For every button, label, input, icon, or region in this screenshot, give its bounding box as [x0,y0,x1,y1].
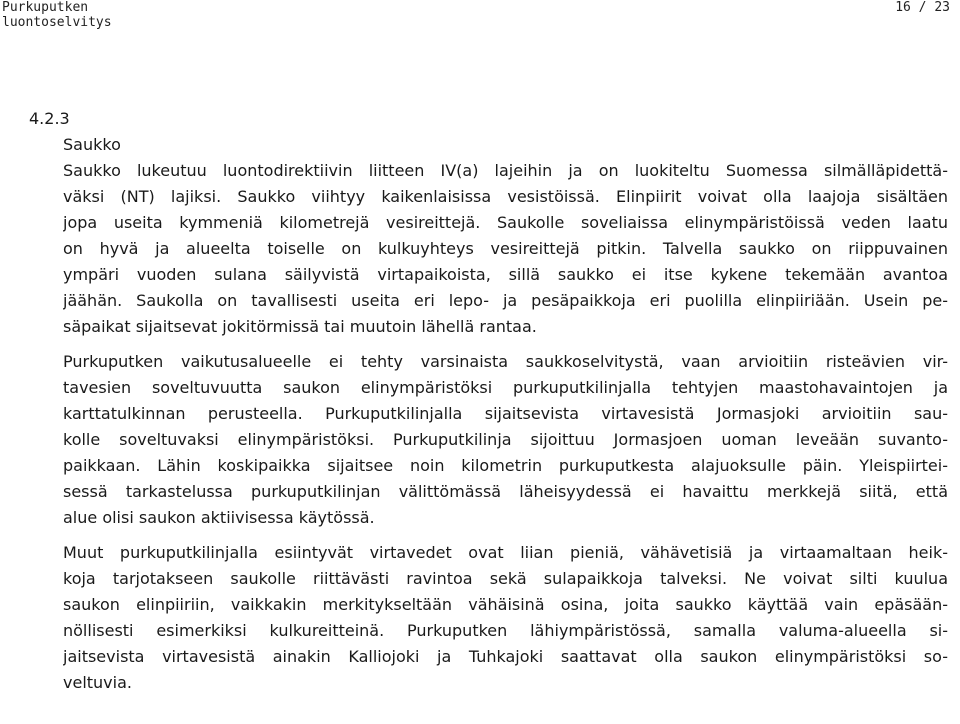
paragraph-line: jäähän. Saukolla on tavallisesti useita eri lepo- ja pesäpaikkoja eri puolilla elinpiiriään. Usein pe- [63,291,948,310]
paragraph-line: jopa useita kymmeniä kilometrejä vesireittejä. Saukolle soveliaissa elinympäristöissä veden laatu [63,213,948,232]
paragraph-line: sessä tarkastelussa purkuputkilinjan välittömässä läheisyydessä ei havaittu merkkejä siitä, että [63,482,948,501]
paragraph-line: alue olisi saukon aktiivisessa käytössä. [63,508,375,527]
section-heading-number-row [29,106,948,132]
paragraph-line: on hyvä ja alueelta toiselle on kulkuyhteys vesireittejä pitkin. Talvella saukko on riippuvainen [63,239,948,258]
paragraph-3 [63,540,948,696]
paragraph-line: saukon elinpiiriin, vaikkakin merkitykseltään vähäisinä osina, joita saukko käyttää vain epäsään- [63,595,948,614]
paragraph-line: Muut purkuputkilinjalla esiintyvät virtavedet ovat liian pieniä, vähävetisiä ja virtaamaltaan heik- [63,543,948,562]
paragraph-line: väksi (NT) lajiksi. Saukko viihtyy kaikenlaisissa vesistöissä. Elinpiirit voivat olla laajoja sisältäen [63,187,948,206]
page-header [0,0,960,40]
paragraph-line: tavesien soveltuvuutta saukon elinympäristöksi purkuputkilinjalla tehtyjen maastohavaintojen ja [63,378,948,397]
paragraph-2 [63,349,948,531]
document-title-line-1: Purkuputken [2,0,89,15]
page-number: 16 / 23 [895,0,950,15]
paragraph-line: jaitsevista virtavesistä ainakin Kalliojoki ja Tuhkajoki saattavat olla saukon elinympäristöksi so- [63,647,948,666]
section-title: Saukko [63,135,121,154]
paragraph-line: kolle soveltuvaksi elinympäristöksi. Purkuputkilinja sijoittuu Jormasjoen uoman leveään suvanto- [63,430,948,449]
paragraph-1 [63,158,948,340]
paragraph-line: Purkuputken vaikutusalueelle ei tehty varsinaista saukkoselvitystä, vaan arvioitiin risteävien vir- [63,352,948,371]
paragraph-line: karttatulkinnan perusteella. Purkuputkilinjalla sijaitsevista virtavesistä Jormasjoki arvioitiin sau- [63,404,948,423]
paragraph-line: säpaikat sijaitsevat jokitörmissä tai muutoin lähellä rantaa. [63,317,537,336]
document-title-line-2: luontoselvitys [2,15,112,30]
paragraph-line: nöllisesti esimerkiksi kulkureitteinä. Purkuputken lähiympäristössä, samalla valuma-alueella si- [63,621,948,640]
paragraph-line: ympäri vuoden sulana säilyvistä virtapaikoista, sillä saukko ei itse kykene tekemään avantoa [63,265,948,284]
paragraph-line: koja tarjotakseen saukolle riittävästi ravintoa sekä sulapaikkoja talveksi. Ne voivat silti kuulua [63,569,948,588]
section-number: 4.2.3 [29,109,70,128]
document-title [2,0,112,30]
paragraph-line: Saukko lukeutuu luontodirektiivin liitteen IV(a) lajeihin ja on luokiteltu Suomessa silmälläpidettä- [63,161,948,180]
document-body [29,106,948,696]
paragraph-line: paikkaan. Lähin koskipaikka sijaitsee noin kilometrin purkuputkesta alajuoksulle päin. Yleispiirtei- [63,456,948,475]
paragraph-line: veltuvia. [63,673,132,692]
